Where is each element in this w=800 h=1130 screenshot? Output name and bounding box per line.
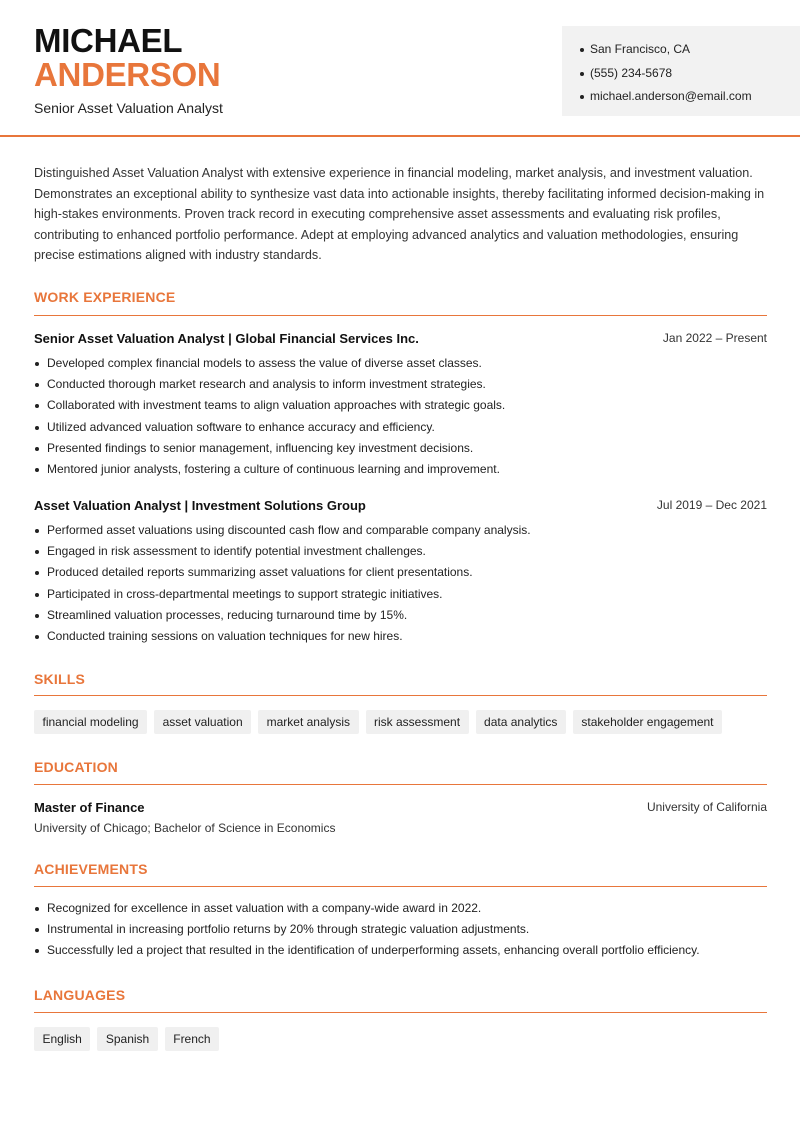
job-bullets-1 bbox=[34, 353, 774, 480]
job-title-2: Asset Valuation Analyst | Investment Solutions Group bbox=[34, 498, 366, 513]
list-item: Participated in cross-departmental meetings to support strategic initiatives. bbox=[34, 584, 774, 605]
list-item: Recognized for excellence in asset valuation with a company-wide award in 2022. bbox=[34, 898, 774, 919]
education-detail: University of Chicago; Bachelor of Science in Economics bbox=[34, 821, 336, 835]
list-item: Streamlined valuation processes, reducing turnaround time by 15%. bbox=[34, 605, 774, 626]
achievements-heading: ACHIEVEMENTS bbox=[34, 861, 148, 877]
list-item: Mentored junior analysts, fostering a culture of continuous learning and improvement. bbox=[34, 459, 774, 480]
school-name: University of California bbox=[646, 800, 767, 814]
contact-box bbox=[562, 26, 800, 116]
contact-email[interactable]: michael.anderson@email.com bbox=[580, 85, 800, 109]
language-tag: English bbox=[34, 1027, 90, 1051]
skill-tag: financial modeling bbox=[34, 710, 147, 734]
section-divider bbox=[34, 784, 767, 785]
skill-tag: asset valuation bbox=[154, 710, 251, 734]
list-item: Conducted thorough market research and analysis to inform investment strategies. bbox=[34, 374, 774, 395]
skill-tag: risk assessment bbox=[366, 710, 469, 734]
education-heading: EDUCATION bbox=[34, 759, 118, 775]
languages-list bbox=[34, 1027, 219, 1051]
list-item: Utilized advanced valuation software to enhance accuracy and efficiency. bbox=[34, 417, 774, 438]
list-item: Successfully led a project that resulted in the identification of underperforming assets, enhancing overall portfolio efficiency. bbox=[34, 940, 774, 961]
skill-tag: market analysis bbox=[258, 710, 358, 734]
job-title-1: Senior Asset Valuation Analyst | Global Financial Services Inc. bbox=[34, 331, 419, 346]
section-divider bbox=[34, 1012, 767, 1013]
skill-tag: data analytics bbox=[476, 710, 566, 734]
list-item: Performed asset valuations using discounted cash flow and comparable company analysis. bbox=[34, 520, 774, 541]
last-name: ANDERSON bbox=[34, 56, 221, 93]
job-title: Senior Asset Valuation Analyst bbox=[34, 100, 223, 116]
contact-location: San Francisco, CA bbox=[580, 38, 800, 62]
candidate-name bbox=[34, 24, 220, 92]
section-divider bbox=[34, 695, 767, 696]
skill-tag: stakeholder engagement bbox=[573, 710, 722, 734]
list-item: Produced detailed reports summarizing asset valuations for client presentations. bbox=[34, 562, 774, 583]
skills-heading: SKILLS bbox=[34, 671, 85, 687]
list-item: Presented findings to senior management, influencing key investment decisions. bbox=[34, 438, 774, 459]
job-bullets-2 bbox=[34, 520, 774, 647]
section-divider bbox=[34, 315, 767, 316]
list-item: Instrumental in increasing portfolio returns by 20% through strategic valuation adjustments. bbox=[34, 919, 774, 940]
list-item: Collaborated with investment teams to align valuation approaches with strategic goals. bbox=[34, 395, 774, 416]
list-item: Engaged in risk assessment to identify potential investment challenges. bbox=[34, 541, 774, 562]
list-item: Developed complex financial models to assess the value of diverse asset classes. bbox=[34, 353, 774, 374]
first-name: MICHAEL bbox=[34, 22, 183, 59]
language-tag: French bbox=[165, 1027, 219, 1051]
job-dates-2: Jul 2019 – Dec 2021 bbox=[656, 498, 767, 512]
list-item: Conducted training sessions on valuation techniques for new hires. bbox=[34, 626, 774, 647]
degree-title: Master of Finance bbox=[34, 800, 145, 815]
achievements-list bbox=[34, 898, 774, 962]
skills-list bbox=[34, 710, 722, 734]
work-experience-heading: WORK EXPERIENCE bbox=[34, 289, 176, 305]
professional-summary: Distinguished Asset Valuation Analyst with extensive experience in financial modeling, market analysis, and investment valuation. Demonstrates an exceptional ability to synthesize vast data into actionable insights, thereby facilitating informed decision-making in high-stakes environments. Proven track record in executing comprehensive asset assessments and evaluating risk profiles, contributing to enhanced portfolio performance. Adept at employing advanced analytics and valuation methodologies, ensuring precise estimations aligned with industry standards. bbox=[34, 166, 765, 263]
section-divider bbox=[34, 886, 767, 887]
job-dates-1: Jan 2022 – Present bbox=[662, 331, 767, 345]
languages-heading: LANGUAGES bbox=[34, 987, 126, 1003]
resume-header bbox=[0, 0, 800, 137]
language-tag: Spanish bbox=[97, 1027, 157, 1051]
contact-phone: (555) 234-5678 bbox=[580, 62, 800, 86]
